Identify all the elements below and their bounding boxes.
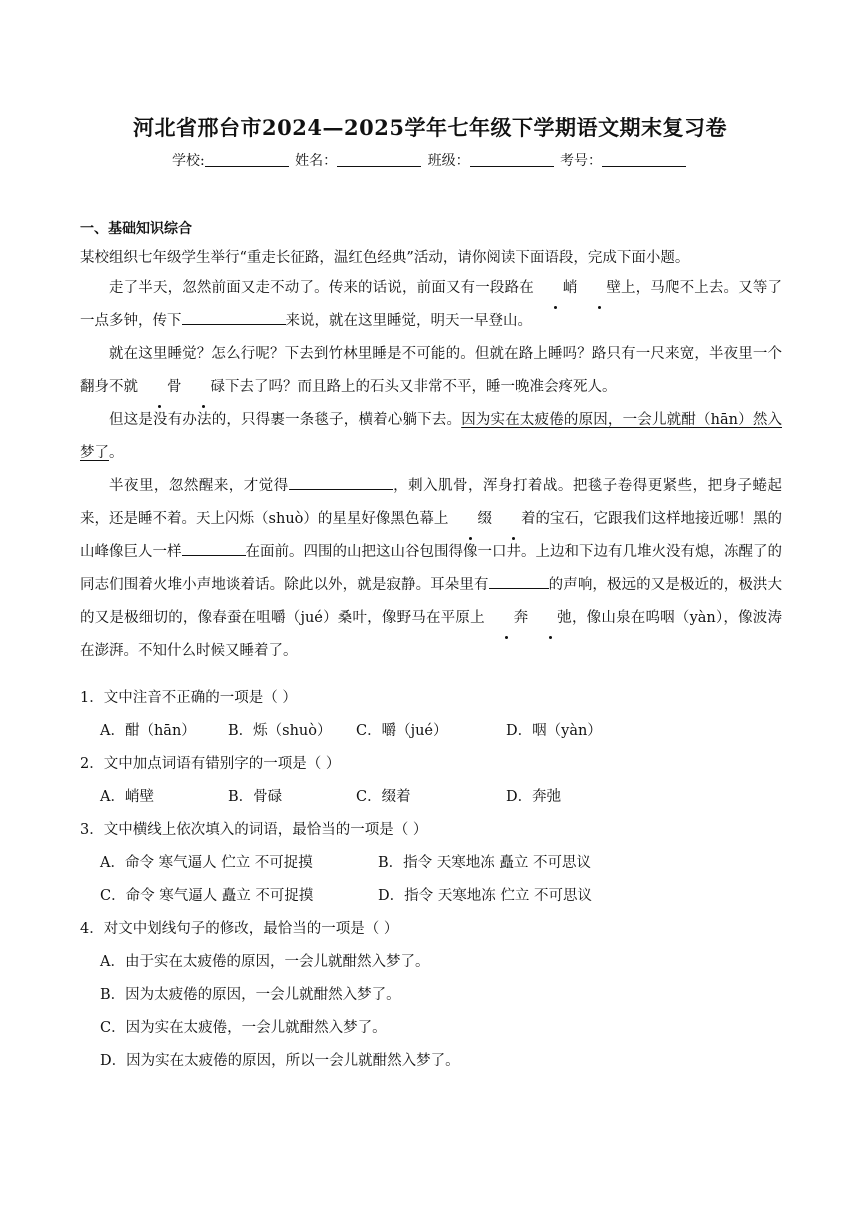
fill-blank-4 [489,574,549,589]
passage-paragraph-2: 就在这里睡觉？怎么行呢？下去到竹林里睡是不可能的。但就在路上睡吗？路只有一尺来宽，半夜里一个翻身不就 骨 碌下去了吗？而且路上的石头又非常不平，睡一晚准会疼死人。 [80,338,782,404]
dotted-char: 奔 [485,602,529,635]
option-a: A．由于实在太疲倦的原因，一会儿就酣然入梦了。 [100,954,430,970]
question-options [80,847,782,880]
name-label: 姓名： [295,153,338,169]
dotted-char: 着 [492,503,536,536]
dotted-char: 壁 [577,272,621,305]
dotted-char: 弛 [528,602,572,635]
section-heading: 一、基础知识综合 [80,221,192,237]
page-title: 河北省邢台市2024—2025学年七年级下学期语文期末复习卷 [133,115,727,140]
option-b: B．指令 天寒地冻 矗立 不可思议 [378,855,591,871]
fill-blank-1 [182,310,286,325]
question-options [80,781,782,814]
class-blank [470,152,554,167]
question-stem: 2．文中加点词语有错别字的一项是（ ） [80,756,341,772]
exam-no-blank [602,152,686,167]
option-b: B．烁（shuò） [228,723,332,739]
question-options [80,946,782,1078]
passage-paragraph-3: 但这是没有办法的，只得裹一条毯子，横着心躺下去。因为实在太疲倦的原因，一会儿就酣（hān）然入梦了。 [80,412,782,461]
option-a: A．峭壁 [100,789,154,805]
question-options [80,880,782,913]
exam-no-label: 考号： [560,153,603,169]
option-a: A．酣（hān） [100,723,196,739]
reading-passage [80,272,782,668]
fill-blank-3 [182,541,246,556]
option-b: B．因为太疲倦的原因，一会儿就酣然入梦了。 [100,987,401,1003]
option-d: D．因为实在太疲倦的原因，所以一会儿就酣然入梦了。 [100,1053,460,1069]
option-d: D．奔弛 [506,789,562,805]
fill-blank-2 [289,475,393,490]
question-list [80,682,782,1078]
class-label: 班级： [427,153,470,169]
name-blank [337,152,421,167]
dotted-char: 骨 [138,371,182,404]
option-c: C．缀着 [356,789,411,805]
school-label: 学校: [171,153,205,169]
option-c: C．嚼（jué） [356,723,448,739]
option-d: D．咽（yàn） [506,723,602,739]
option-a: A．命令 寒气逼人 伫立 不可捉摸 [100,855,313,871]
student-info-line [0,150,860,170]
question-options [80,715,782,748]
question-stem: 1．文中注音不正确的一项是（ ） [80,690,297,706]
question-stem: 3．文中横线上依次填入的词语，最恰当的一项是（ ） [80,822,428,838]
option-c: C．因为实在太疲倦，一会儿就酣然入梦了。 [100,1020,387,1036]
option-c: C．命令 寒气逼人 矗立 不可捉摸 [100,888,314,904]
dotted-char: 峭 [534,272,578,305]
option-b: B．骨碌 [228,789,283,805]
underlined-sentence: 因为实在太疲倦的原因，一会儿就酣（hān）然入梦了 [80,412,782,461]
school-blank [205,152,289,167]
intro-text: 某校组织七年级学生举行“重走长征路，温红色经典”活动，请你阅读下面语段，完成下面小题。 [80,250,690,266]
option-d: D．指令 天寒地冻 伫立 不可思议 [378,888,592,904]
dotted-char: 缀 [448,503,492,536]
passage-paragraph-1: 走了半天，忽然前面又走不动了。传来的话说，前面又有一段路在 峭 壁上，马爬不上去。又等了一点多钟，传下 来说，就在这里睡觉，明天一早登山。 [80,272,782,338]
passage-paragraph-4: 半夜里，忽然醒来，才觉得 ，刺入肌骨，浑身打着战。把毯子卷得更紧些，把身子蜷起来，还是睡不着。天上闪烁（shuò）的星星好像黑色幕上 缀 着的宝石，它跟我们这样地接近哪！黑的山峰像巨人一样 在面前。四围的山把这山谷包围得像一口井。上边和下边有几堆火没有熄，冻醒了的同志们围着火堆小声地谈着话。除此以外，就是寂静。耳朵里有 的声响，极远的又是极近的，极洪大的又是极细切的，像春蚕在咀嚼（jué）桑叶，像野马在平原上 奔 弛，像山泉在呜咽（yàn），像波涛在澎湃。不知什么时候又睡着了。 [80,470,782,668]
question-stem: 4．对文中划线句子的修改，最恰当的一项是（ ） [80,921,399,937]
dotted-char: 碌 [182,371,226,404]
